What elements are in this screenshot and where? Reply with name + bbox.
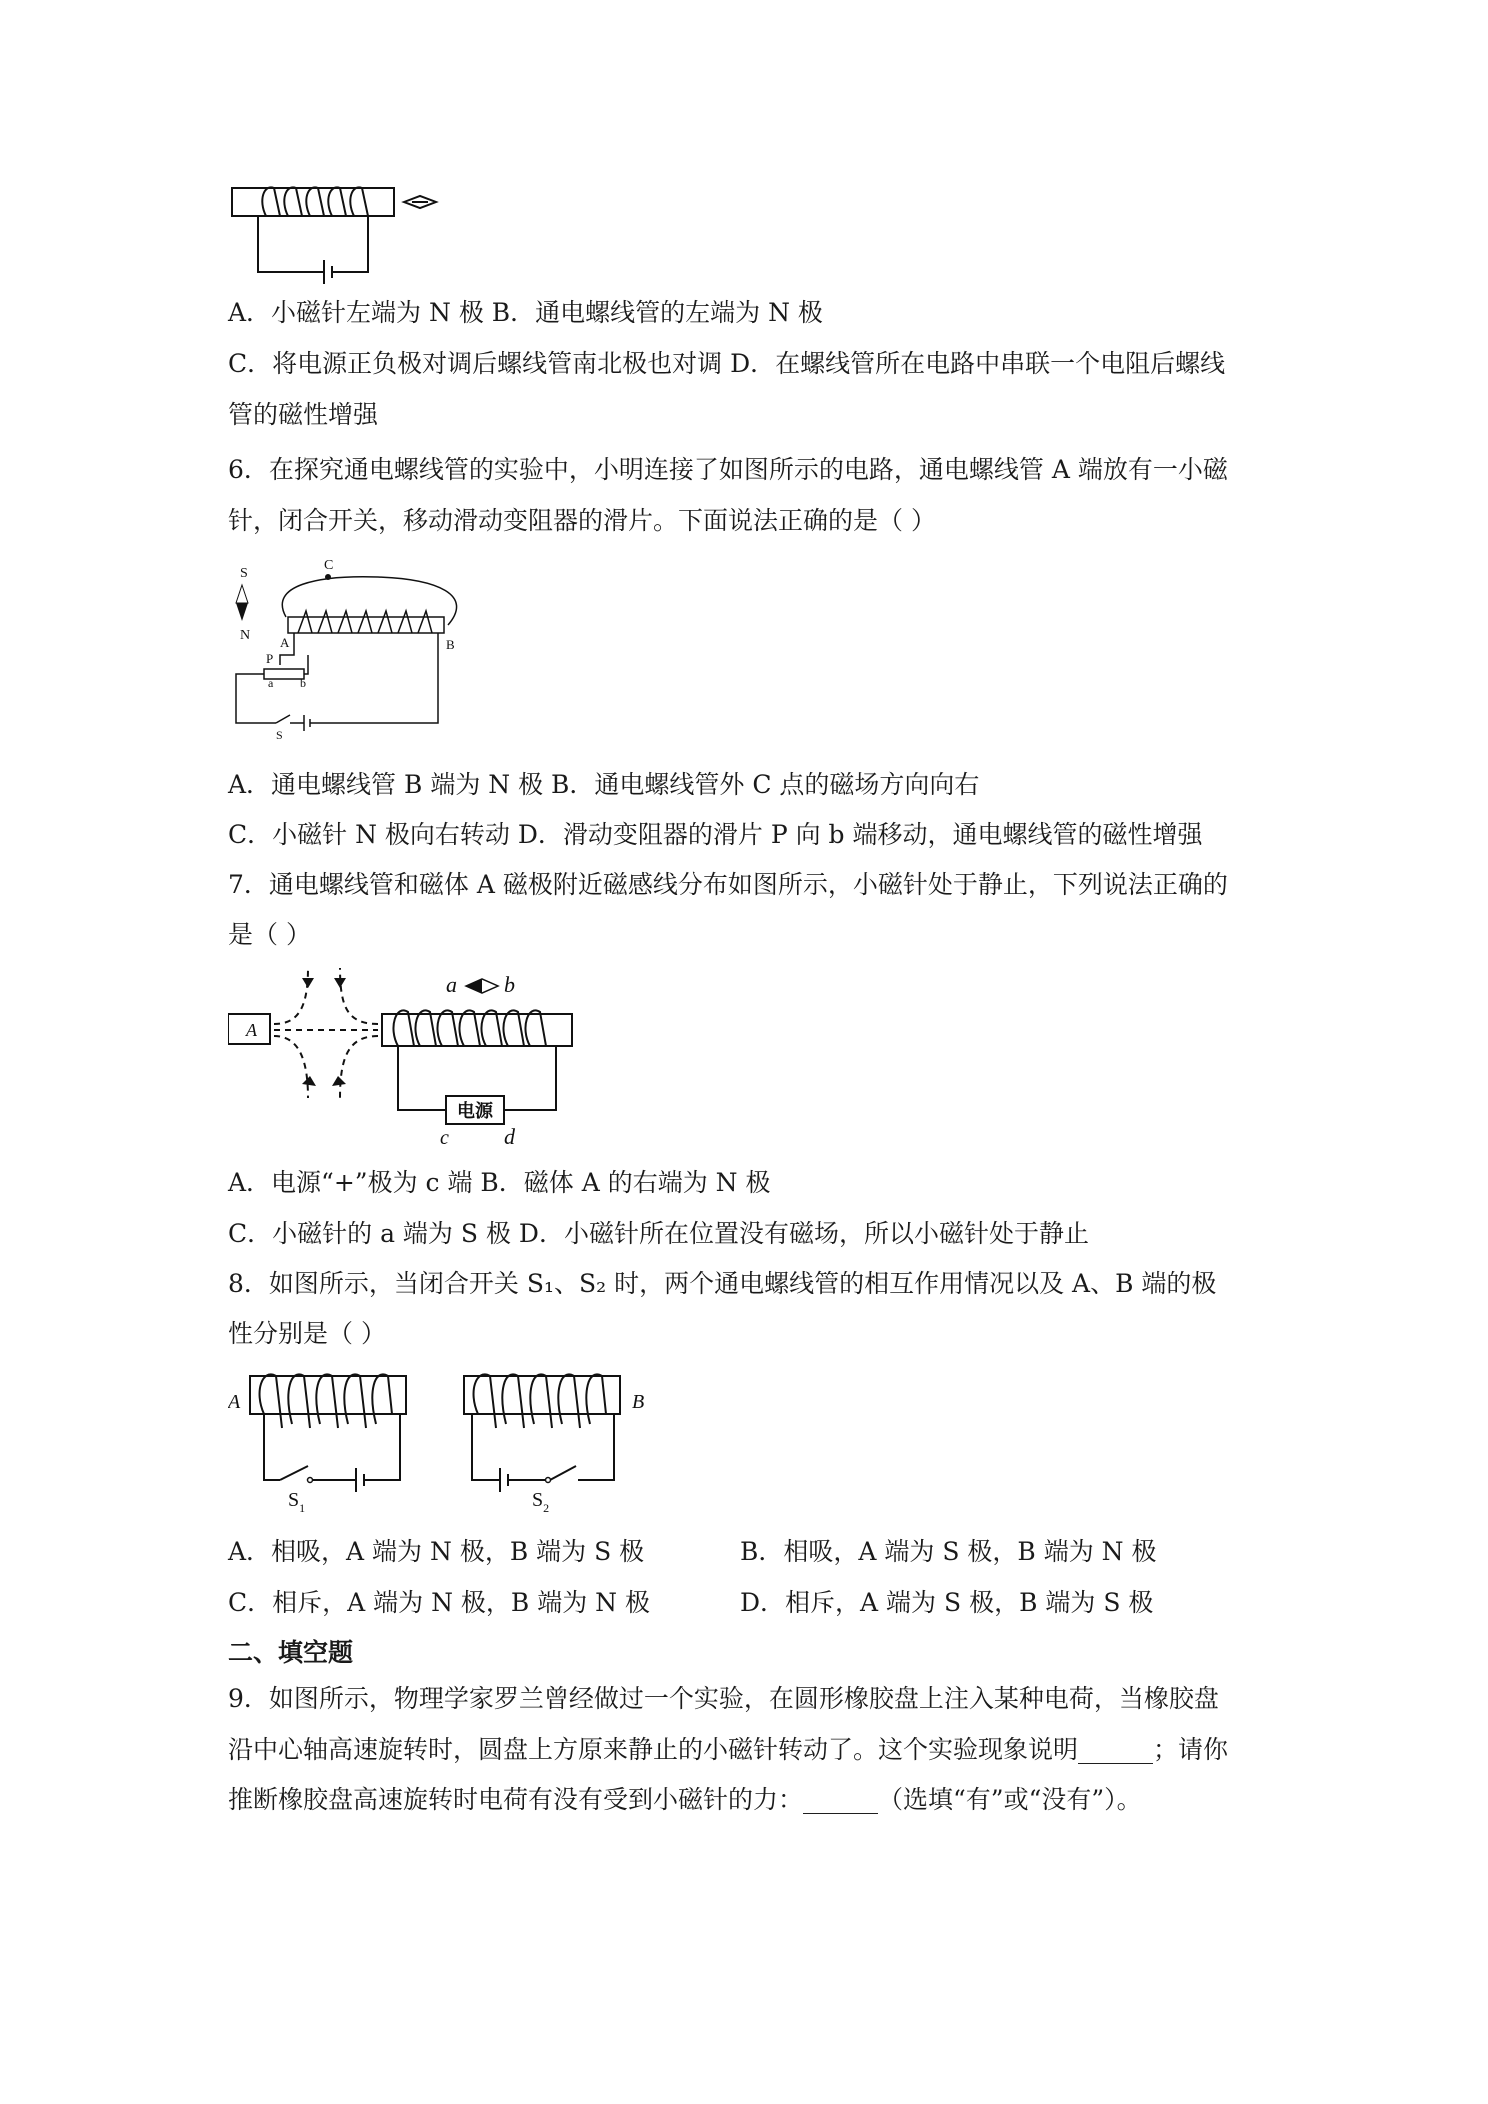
q5-options-cd-line2: 管的磁性增强 bbox=[228, 400, 379, 429]
q6-label-b-rheostat: b bbox=[300, 676, 306, 690]
q7-label-needle-b: b bbox=[504, 972, 515, 997]
q7-field-figure bbox=[228, 968, 588, 1148]
q6-label-b-end: B bbox=[446, 637, 455, 652]
q8-left-solenoid bbox=[250, 1376, 406, 1414]
q5-options-ab: A．小磁针左端为 N 极 B．通电螺线管的左端为 N 极 bbox=[228, 298, 823, 327]
q9-line1: 9．如图所示，物理学家罗兰曾经做过一个实验，在圆形橡胶盘上注入某种电荷，当橡胶盘 bbox=[228, 1684, 1219, 1713]
q6-label-c: C bbox=[324, 558, 334, 573]
q8-option-b: B．相吸，A 端为 S 极，B 端为 N 极 bbox=[740, 1537, 1157, 1566]
q6-label-s-top: S bbox=[240, 566, 248, 581]
q8-stem-line2: 性分别是（ ） bbox=[228, 1319, 386, 1348]
q6-stem-line2: 针，闭合开关，移动滑动变阻器的滑片。下面说法正确的是（ ） bbox=[228, 506, 936, 535]
q6-label-n-bottom: N bbox=[240, 628, 251, 643]
q7-label-c: c bbox=[440, 1127, 449, 1148]
q8-option-a: A．相吸，A 端为 N 极，B 端为 S 极 bbox=[228, 1537, 645, 1566]
q8-two-solenoids-figure bbox=[228, 1368, 668, 1518]
q7-label-needle-a: a bbox=[446, 972, 457, 997]
q6-options-ab: A．通电螺线管 B 端为 N 极 B．通电螺线管外 C 点的磁场方向向右 bbox=[228, 770, 980, 799]
q8-option-d: D．相斥，A 端为 S 极，B 端为 S 极 bbox=[740, 1588, 1154, 1617]
q7-stem-line1: 7．通电螺线管和磁体 A 磁极附近磁感线分布如图所示，小磁针处于静止，下列说法正确的 bbox=[228, 870, 1228, 899]
q8-label-b: B bbox=[632, 1391, 645, 1413]
q8-option-c: C．相斥，A 端为 N 极，B 端为 N 极 bbox=[228, 1588, 650, 1617]
q8-right-solenoid bbox=[464, 1376, 620, 1414]
q7-stem-line2: 是（ ） bbox=[228, 920, 311, 949]
q7-label-a-magnet: A bbox=[246, 1020, 257, 1040]
q7-label-power: 电源 bbox=[457, 1101, 493, 1121]
q5-solenoid-figure bbox=[228, 180, 468, 295]
q6-label-switch: S bbox=[276, 728, 283, 740]
q8-label-s1: $S_1$ bbox=[288, 1489, 306, 1515]
q6-label-p: P bbox=[266, 651, 274, 666]
q6-options-cd: C．小磁针 N 极向右转动 D．滑动变阻器的滑片 P 向 b 端移动，通电螺线管的磁性增强 bbox=[228, 820, 1203, 849]
section-fill-in-title: 二、填空题 bbox=[228, 1638, 354, 1667]
q6-label-a-rheostat: a bbox=[268, 676, 274, 690]
q6-label-a-end: A bbox=[280, 635, 290, 650]
q5-options-cd-line1: C．将电源正负极对调后螺线管南北极也对调 D．在螺线管所在电路中串联一个电阻后螺线 bbox=[228, 349, 1226, 378]
q8-stem-line1: 8．如图所示，当闭合开关 S₁、S₂ 时，两个通电螺线管的相互作用情况以及 A、B 端的极 bbox=[228, 1269, 1217, 1298]
q8-label-a: A bbox=[228, 1391, 241, 1413]
q6-circuit-figure bbox=[228, 555, 488, 740]
q8-label-s2: $S_2$ bbox=[532, 1489, 550, 1515]
q7-options-ab: A．电源“+”极为 c 端 B．磁体 A 的右端为 N 极 bbox=[228, 1168, 771, 1197]
q6-stem-line1: 6．在探究通电螺线管的实验中，小明连接了如图所示的电路，通电螺线管 A 端放有一小磁 bbox=[228, 455, 1228, 484]
q9-line3: 推断橡胶盘高速旋转时电荷有没有受到小磁针的力：______（选填“有”或“没有”）。 bbox=[228, 1785, 1142, 1814]
q5-compass-needle bbox=[404, 196, 436, 208]
q9-line2: 沿中心轴高速旋转时，圆盘上方原来静止的小磁针转动了。这个实验现象说明______；请你 bbox=[228, 1735, 1229, 1764]
q7-label-d: d bbox=[504, 1124, 515, 1148]
q7-options-cd: C．小磁针的 a 端为 S 极 D．小磁针所在位置没有磁场，所以小磁针处于静止 bbox=[228, 1219, 1089, 1248]
